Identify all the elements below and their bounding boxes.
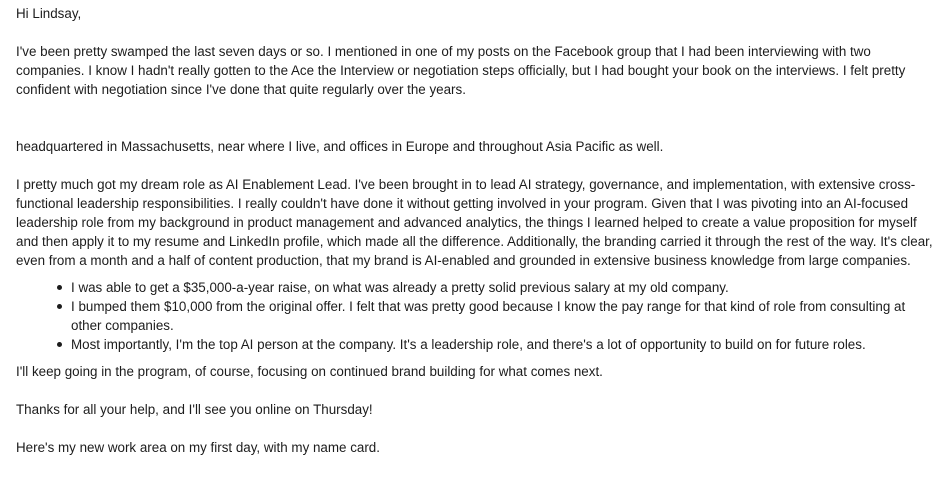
paragraph-company-location: headquartered in Massachusetts, near where I live, and offices in Europe and throughout Asia Pacific as well. (16, 139, 664, 154)
list-item: I was able to get a $35,000-a-year raise, on what was already a pretty solid previous salary at my old company. (71, 278, 938, 297)
paragraph-work-area: Here's my new work area on my first day, with my name card. (16, 440, 380, 455)
list-item: I bumped them $10,000 from the original offer. I felt that was pretty good because I know the pay range for that kind of role from consulting at other companies. (71, 297, 938, 335)
results-list (16, 278, 938, 354)
paragraph-continue-program: I'll keep going in the program, of course, focusing on continued brand building for what comes next. (16, 364, 603, 379)
list-item: Most importantly, I'm the top AI person at the company. It's a leadership role, and there's a lot of opportunity to build on for future roles. (71, 335, 938, 354)
paragraph-thanks: Thanks for all your help, and I'll see you online on Thursday! (16, 402, 373, 417)
paragraph-interview-update: I've been pretty swamped the last seven days or so. I mentioned in one of my posts on the Facebook group that I had been interviewing with two companies. I know I hadn't really gotten to the Ace the Interview or negotiation steps officially, but I had bought your book on the interviews. I felt pretty confident with negotiation since I've done that quite regularly over the years. (16, 44, 906, 97)
paragraph-dream-role: I pretty much got my dream role as AI Enablement Lead. I've been brought in to lead AI strategy, governance, and implementation, with extensive cross-functional leadership responsibilities. I really couldn't have done it without getting involved in your program. Given that I was pivoting into an AI-focused leadership role from my background in product management and advanced analytics, the things I learned helped to create a value proposition for myself and then apply it to my resume and LinkedIn profile, which made all the difference. Additionally, the branding carried it through the rest of the way. It's clear, even from a month and a half of content production, that my brand is AI-enabled and grounded in extensive business knowledge from large companies. (16, 177, 933, 268)
greeting: Hi Lindsay, (16, 6, 82, 21)
